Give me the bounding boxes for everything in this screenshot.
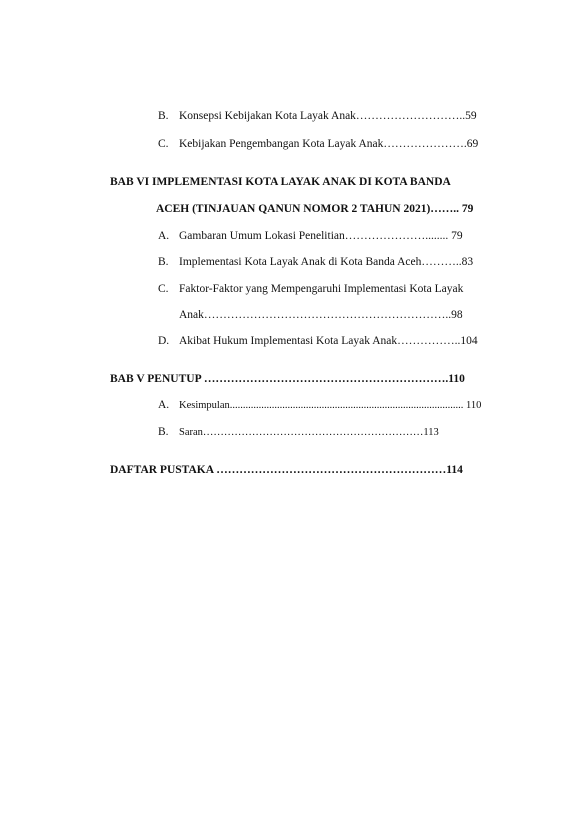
- toc-entry-text: Gambaran Umum Lokasi Penelitian…………………........ 79: [179, 230, 463, 242]
- toc-entry-b-konsepsi: [158, 109, 477, 123]
- toc-entry-c-kebijakan: [158, 137, 478, 151]
- toc-entry-letter: C.: [158, 138, 169, 150]
- toc-entry-b-saran: [158, 425, 439, 440]
- toc-entry-text: Anak………………………………………………………..98: [179, 309, 463, 321]
- toc-chapter-text: BAB V PENUTUP ……………………………………………………….110: [110, 373, 465, 385]
- toc-entry-letter: C.: [158, 283, 169, 295]
- toc-entry-text: Faktor-Faktor yang Mempengaruhi Implementasi Kota Layak: [179, 283, 464, 295]
- toc-entry-d-akibat: [158, 334, 478, 348]
- toc-entry-letter: D.: [158, 335, 170, 347]
- toc-entry-text: Konsepsi Kebijakan Kota Layak Anak………………………..59: [179, 110, 477, 122]
- toc-chapter-text: BAB VI IMPLEMENTASI KOTA LAYAK ANAK DI KOTA BANDA: [110, 176, 451, 188]
- toc-entry-text: Implementasi Kota Layak Anak di Kota Banda Aceh………..83: [179, 256, 474, 268]
- toc-entry-text: Kebijakan Pengembangan Kota Layak Anak………………….69: [179, 138, 479, 150]
- toc-entry-letter: B.: [158, 426, 169, 438]
- toc-entry-c-faktor-cont: [179, 308, 463, 322]
- toc-entry-letter: B.: [158, 256, 169, 268]
- toc-entry-letter: A.: [158, 399, 170, 411]
- toc-entry-text: Akibat Hukum Implementasi Kota Layak Anak……………..104: [179, 335, 478, 347]
- toc-entry-text: Kesimpulan......................................................................................... 110: [179, 400, 482, 411]
- toc-chapter-bab-vi-cont: [156, 202, 473, 216]
- toc-chapter-text: DAFTAR PUSTAKA ……………………………………………………114: [110, 464, 463, 476]
- toc-chapter-bab-v: [110, 372, 465, 386]
- toc-entry-a-gambaran: [158, 229, 463, 243]
- toc-entry-letter: B.: [158, 110, 169, 122]
- toc-entry-text: Saran………………………………………………………113: [179, 427, 439, 438]
- toc-chapter-bab-vi: [110, 175, 451, 189]
- toc-chapter-text: ACEH (TINJAUAN QANUN NOMOR 2 TAHUN 2021)…….. 79: [156, 203, 474, 215]
- toc-entry-a-kesimpulan: [158, 398, 481, 413]
- toc-entry-c-faktor: [158, 282, 463, 296]
- toc-entry-b-implementasi: [158, 255, 473, 269]
- toc-entry-letter: A.: [158, 230, 170, 242]
- toc-chapter-daftar-pustaka: [110, 463, 463, 477]
